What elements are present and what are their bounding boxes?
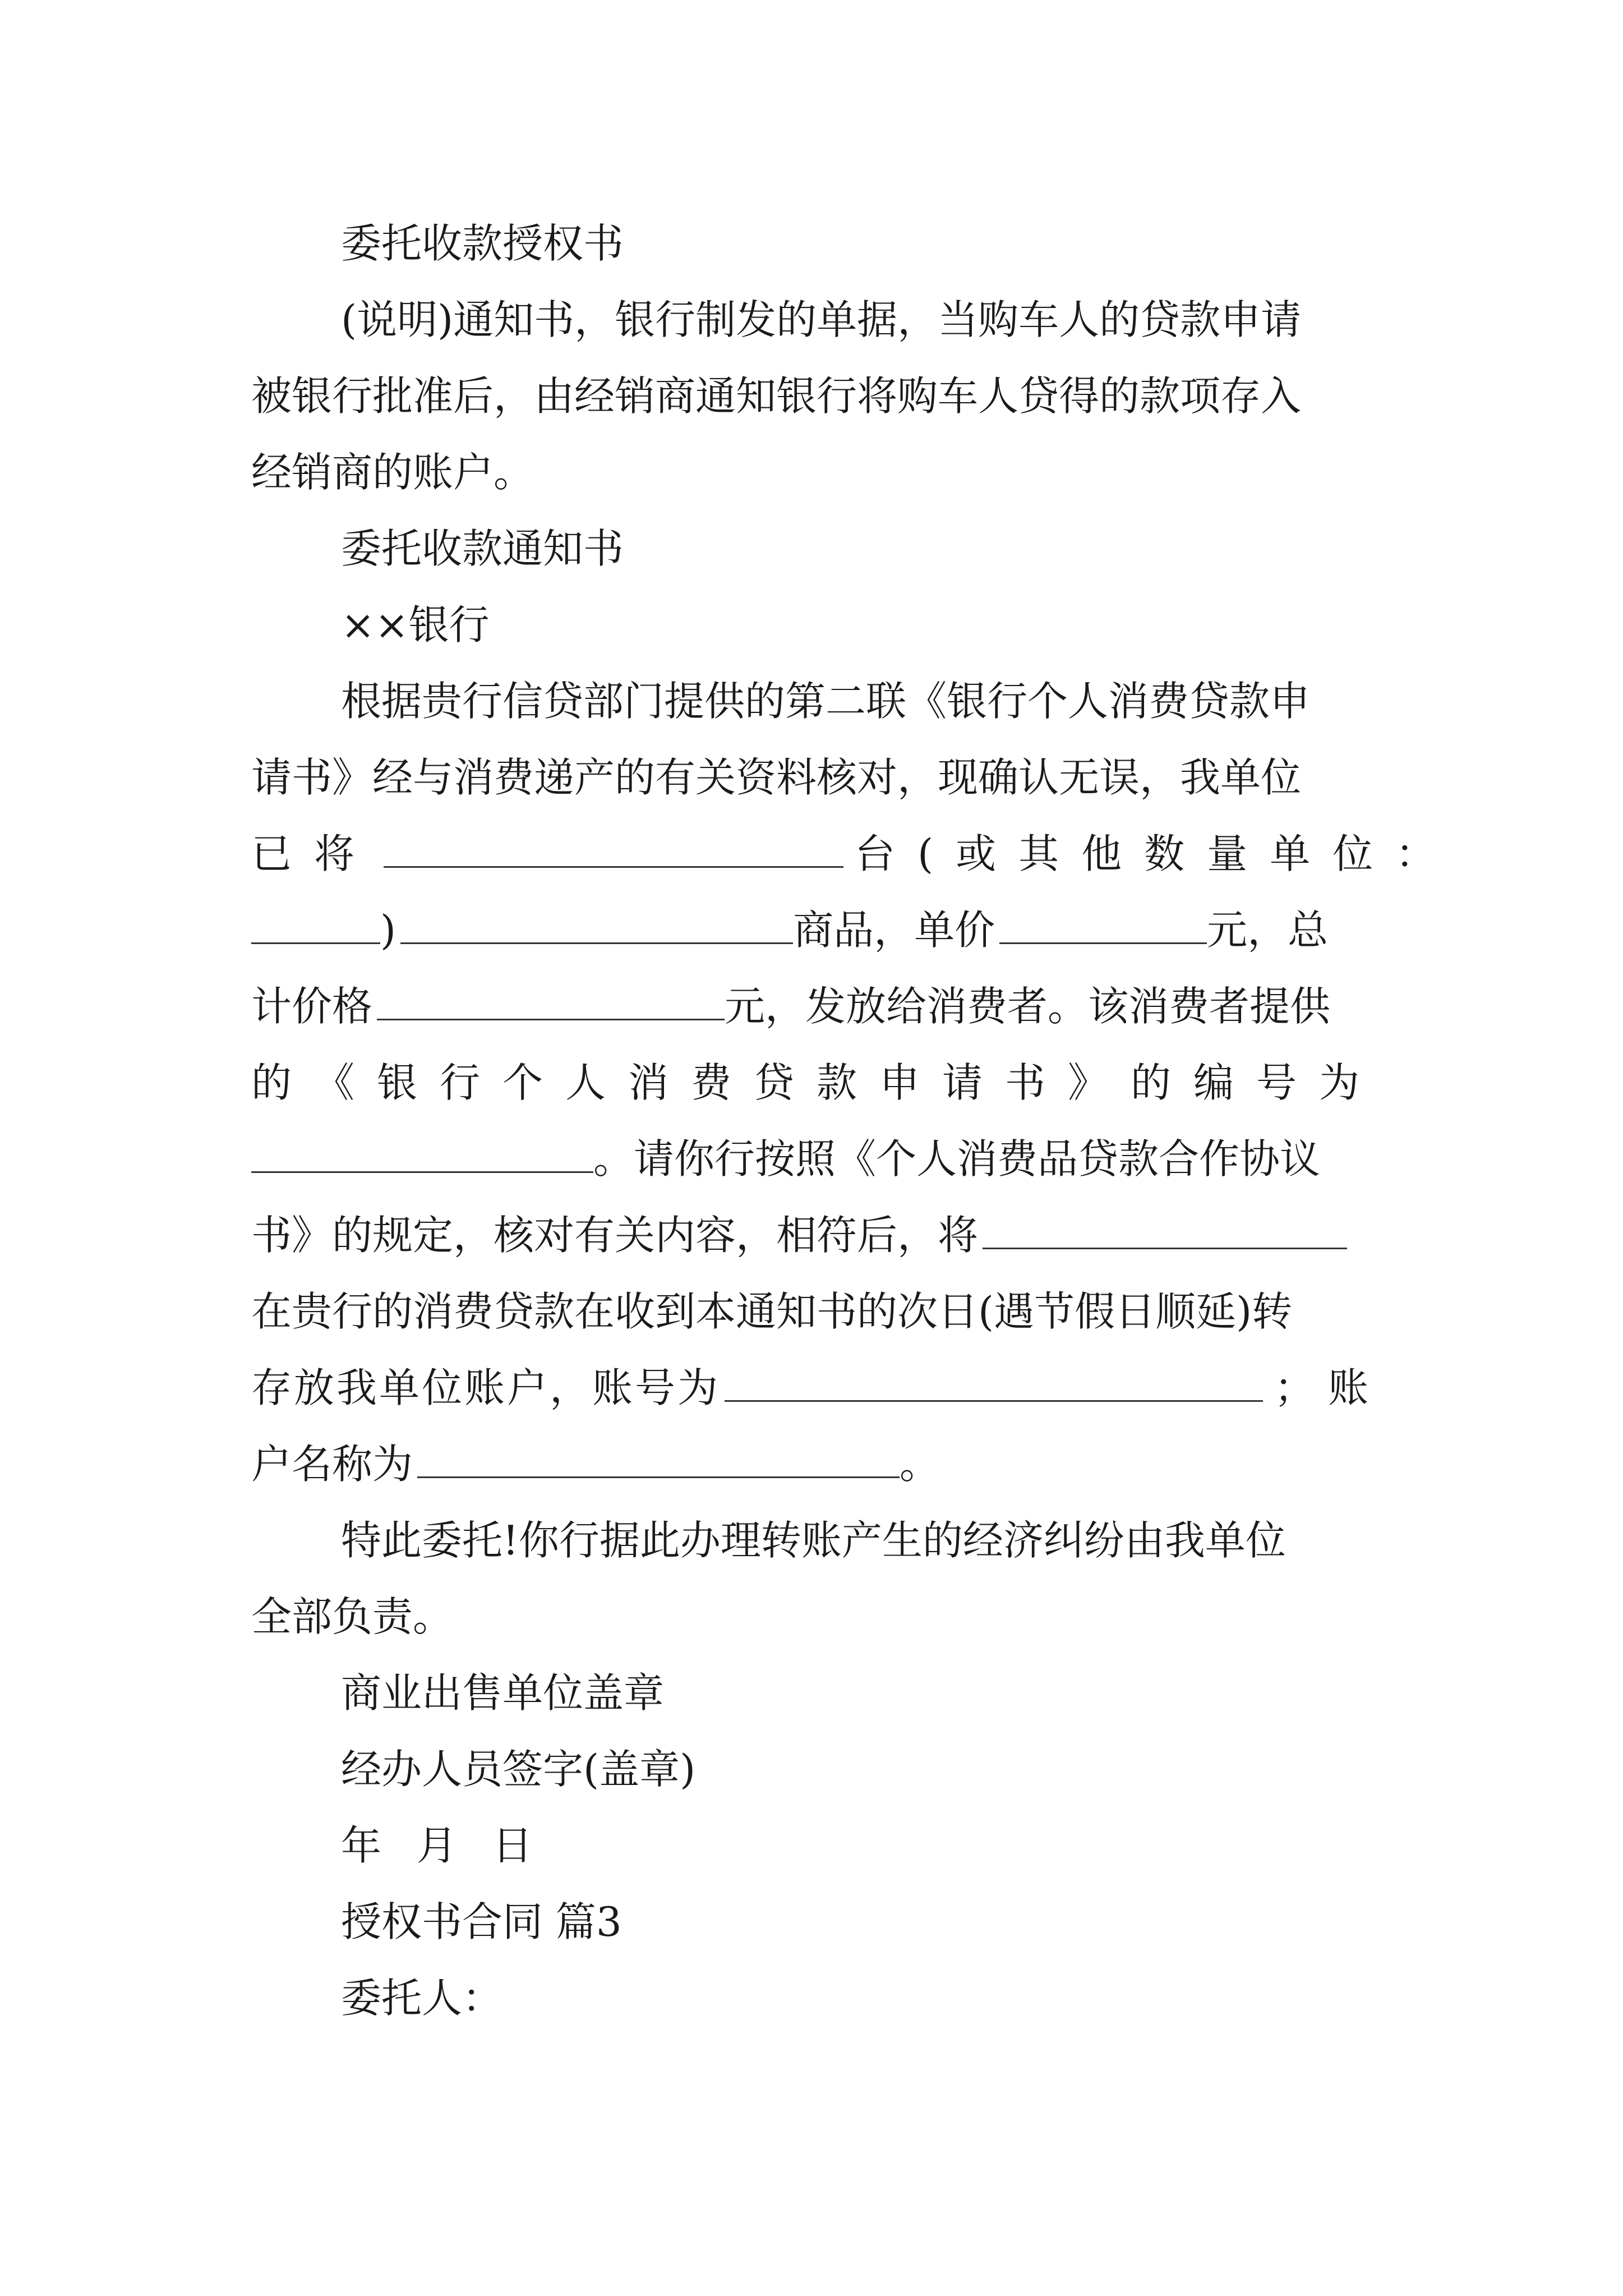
account-name-blank <box>417 1432 900 1478</box>
consumer-blank <box>983 1203 1347 1249</box>
date-line: 年 月 日 <box>341 1822 544 1869</box>
unit-price-blank <box>999 898 1207 944</box>
body-line-1: 根据贵行信贷部门提供的第二联《银行个人消费贷款申 <box>341 678 1311 725</box>
account-number-blank <box>725 1355 1263 1402</box>
section-heading: 授权书合同 篇3 <box>341 1898 622 1945</box>
body-line-2: 请书》经与消费递产的有关资料核对，现确认无误，我单位 <box>251 754 1302 801</box>
signer-line: 经办人员签字(盖章) <box>341 1746 696 1793</box>
closing-line-1: 特此委托!你行据此办理转账产生的经济纠纷由我单位 <box>341 1517 1286 1564</box>
note-line-1: (说明)通知书，银行制发的单据，当购车人的贷款申请 <box>341 296 1302 343</box>
goods-blank <box>400 898 793 944</box>
application-number-blank <box>251 1126 593 1173</box>
principal-line: 委托人： <box>341 1975 503 2022</box>
seal-line: 商业出售单位盖章 <box>341 1669 665 1717</box>
unit-blank <box>251 898 380 944</box>
body-line-8: 书》的规定，核对有关内容，相符后，将 <box>251 1197 1380 1273</box>
body-line-6: 的《银行个人消费贷款申请书》的编号为 <box>251 1059 1382 1106</box>
document-title: 委托收款授权书 <box>341 220 624 267</box>
bank-name: ××银行 <box>341 601 490 648</box>
body-line-7: 。请你行按照《个人消费品贷款合作协议 <box>251 1121 1380 1197</box>
body-line-11: 户名称为 。 <box>251 1426 1380 1502</box>
body-line-3: 已将 台(或其他数量单位： <box>251 816 1380 892</box>
body-line-4: ) 商品，单价 元，总 <box>251 892 1380 968</box>
closing-line-2: 全部负责。 <box>251 1593 454 1640</box>
body-line-5: 计价格 元，发放给消费者。该消费者提供 <box>251 968 1380 1045</box>
total-price-blank <box>377 974 725 1020</box>
quantity-blank <box>384 821 843 868</box>
notice-title: 委托收款通知书 <box>341 525 624 572</box>
note-line-3: 经销商的账户。 <box>251 449 534 496</box>
note-line-2: 被银行批准后，由经销商通知银行将购车人贷得的款项存入 <box>251 372 1302 420</box>
body-line-9: 在贵行的消费贷款在收到本通知书的次日(遇节假日顺延)转 <box>251 1288 1293 1335</box>
body-line-10: 存放我单位账户，账号为 ；账 <box>251 1350 1380 1426</box>
